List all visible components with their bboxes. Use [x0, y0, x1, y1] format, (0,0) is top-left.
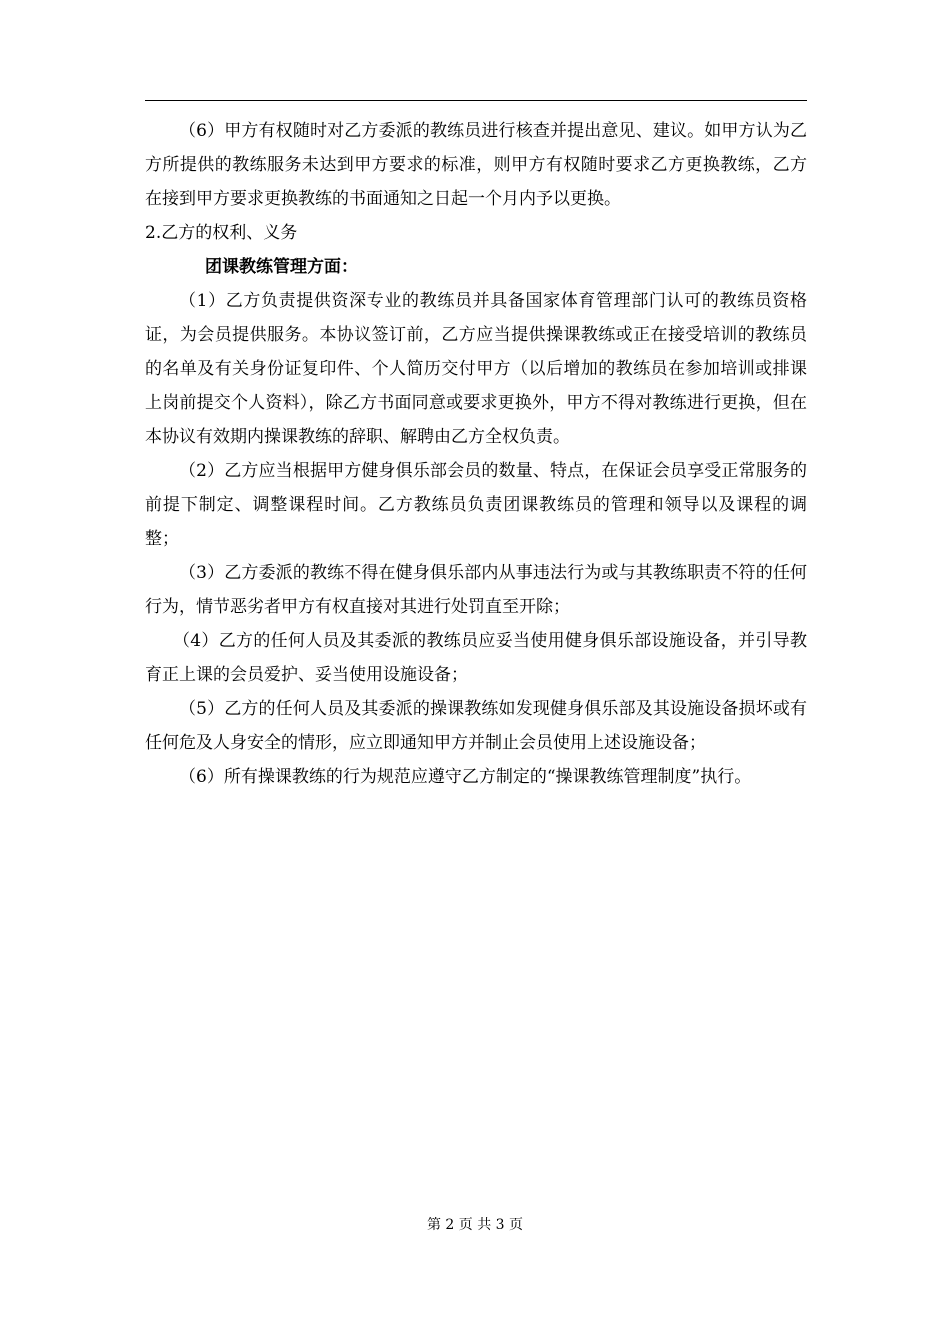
- paragraph-1-coaches: （1）乙方负责提供资深专业的教练员并具备国家体育管理部门认可的教练员资格证，为会员提供服务。本协议签订前，乙方应当提供操课教练或正在接受培训的教练员的名单及有关身份证复印件、个人简历交付甲方（以后增加的教练员在参加培训或排课上岗前提交个人资料），除乙方书面同意或要求更换外，甲方不得对教练进行更换，但在本协议有效期内操课教练的辞职、解聘由乙方全权负责。: [145, 291, 807, 447]
- paragraph-2-schedule: （2）乙方应当根据甲方健身俱乐部会员的数量、特点，在保证会员享受正常服务的前提下制定、调整课程时间。乙方教练员负责团课教练员的管理和领导以及课程的调整；: [145, 461, 807, 549]
- paragraph-6-rules: （6）所有操课教练的行为规范应遵守乙方制定的“操课教练管理制度”执行。: [179, 767, 752, 787]
- paragraph-5-safety: （5）乙方的任何人员及其委派的操课教练如发现健身俱乐部及其设施设备损坏或有任何危及人身安全的情形，应立即通知甲方并制止会员使用上述设施设备；: [145, 699, 807, 753]
- page-number-footer: 第 2 页 共 3 页: [426, 1217, 524, 1233]
- paragraph-3-conduct: （3）乙方委派的教练不得在健身俱乐部内从事违法行为或与其教练职责不符的任何行为，情节恶劣者甲方有权直接对其进行处罚直至开除；: [145, 563, 807, 617]
- subheading-group-class: 团课教练管理方面：: [205, 257, 358, 277]
- paragraph-6-party-a-rights: （6）甲方有权随时对乙方委派的教练员进行核查并提出意见、建议。如甲方认为乙方所提供的教练服务未达到甲方要求的标准，则甲方有权随时要求乙方更换教练，乙方在接到甲方要求更换教练的书面通知之日起一个月内予以更换。: [145, 121, 807, 209]
- header-rule: [145, 100, 807, 101]
- document-body: [145, 114, 807, 794]
- paragraph-4-equipment: （4）乙方的任何人员及其委派的教练员应妥当使用健身俱乐部设施设备，并引导教育正上课的会员爱护、妥当使用设施设备；: [145, 631, 807, 685]
- section-heading-party-b: 2.乙方的权利、义务: [145, 223, 298, 243]
